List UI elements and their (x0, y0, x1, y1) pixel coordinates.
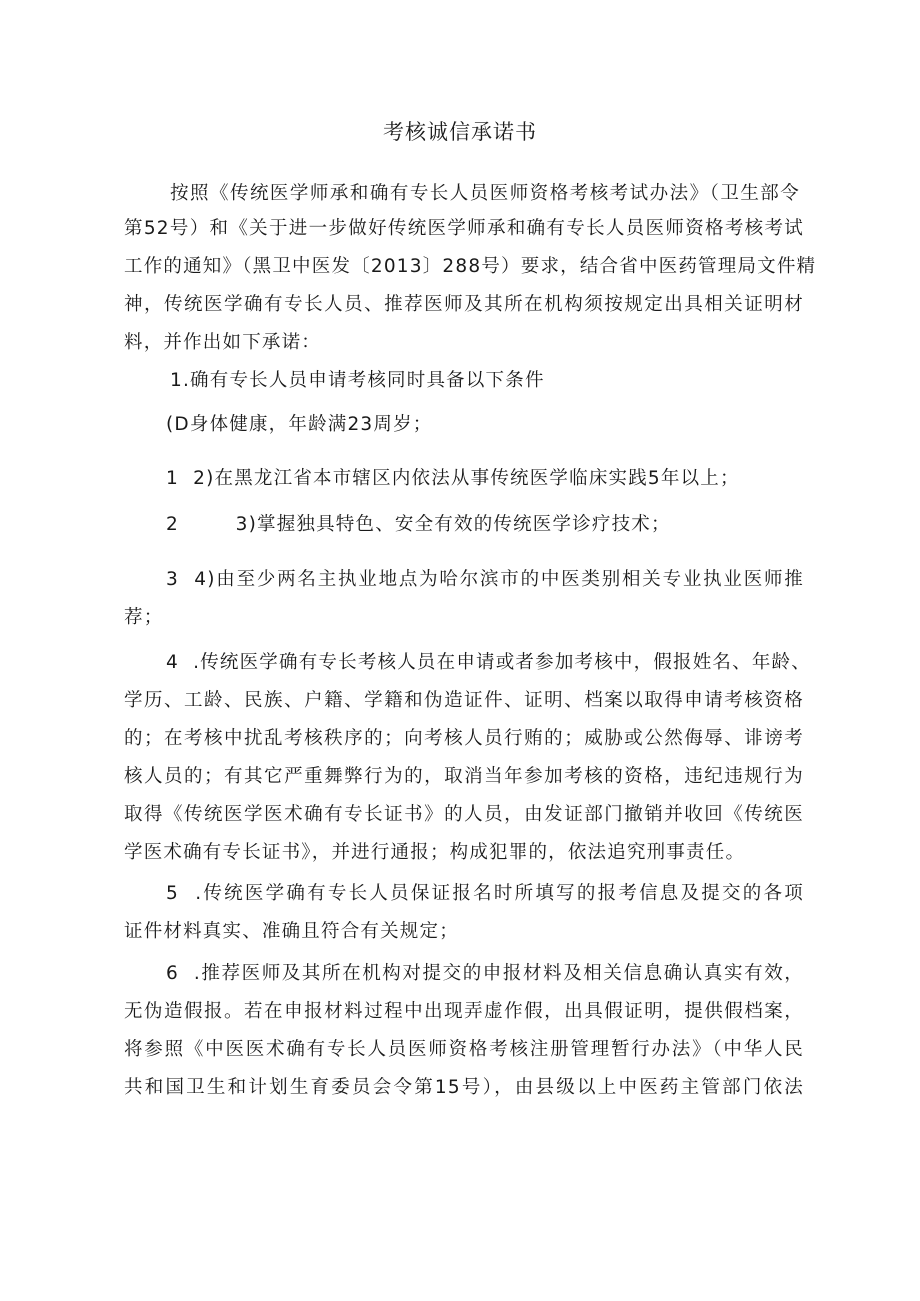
paragraph-line: 的；在考核中扰乱考核秩序的；向考核人员行贿的；威胁或公然侮辱、诽谤考 (124, 728, 804, 749)
paragraph-line: 料，并作出如下承诺： (124, 332, 322, 353)
paragraph-line: 学历、工龄、民族、户籍、学籍和伪造证件、证明、档案以取得申请考核资格 (124, 690, 804, 711)
paragraph-line: 将参照《中医医术确有专长人员医师资格考核注册管理暂行办法》（中华人民 (124, 1039, 804, 1060)
list-item: 4 .传统医学确有专长考核人员在申请或者参加考核中，假报姓名、年龄、 (166, 652, 811, 673)
paragraph-line: 无伪造假报。若在申报材料过程中出现弄虚作假，出具假证明，提供假档案， (124, 1001, 804, 1022)
paragraph-line: 荐； (124, 607, 164, 628)
list-item: 3 4)由至少两名主执业地点为哈尔滨市的中医类别相关专业执业医师推 (166, 569, 804, 590)
paragraph-line: 取得《传统医学医术确有专长证书》的人员，由发证部门撤销并收回《传统医 (124, 804, 804, 825)
paragraph-line: 证件材料真实、准确且符合有关规定； (124, 921, 459, 942)
list-item: 1 2)在黑龙江省本市辖区内依法从事传统医学临床实践5年以上； (166, 468, 740, 489)
paragraph-line: 学医术确有专长证书》，并进行通报；构成犯罪的，依法追究刑事责任。 (124, 842, 746, 863)
paragraph-line: 工作的通知》（黑卫中医发〔2013〕288号）要求，结合省中医药管理局文件精 (124, 256, 817, 277)
paragraph-line: 按照《传统医学师承和确有专长人员医师资格考核考试办法》（卫生部令 (170, 183, 800, 204)
list-item: 1.确有专长人员申请考核同时具备以下条件 (170, 370, 545, 391)
list-item: 6 .推荐医师及其所在机构对提交的申报材料及相关信息确认真实有效， (166, 963, 804, 984)
list-item: 5 .传统医学确有专长人员保证报名时所填写的报考信息及提交的各项 (166, 883, 804, 904)
list-item: 2 3)掌握独具特色、安全有效的传统医学诊疗技术； (166, 514, 671, 535)
document-title: 考核诚信承诺书 (383, 120, 537, 144)
paragraph-line: 核人员的；有其它严重舞弊行为的，取消当年参加考核的资格，违纪违规行为 (124, 766, 804, 787)
paragraph-line: 第52号）和《关于进一步做好传统医学师承和确有专长人员医师资格考核考试 (124, 218, 804, 239)
list-item: (D身体健康，年龄满23周岁； (166, 414, 433, 435)
paragraph-line: 共和国卫生和计划生育委员会令第15号），由县级以上中医药主管部门依法 (124, 1077, 804, 1098)
paragraph-line: 神，传统医学确有专长人员、推荐医师及其所在机构须按规定出具相关证明材 (124, 294, 804, 315)
